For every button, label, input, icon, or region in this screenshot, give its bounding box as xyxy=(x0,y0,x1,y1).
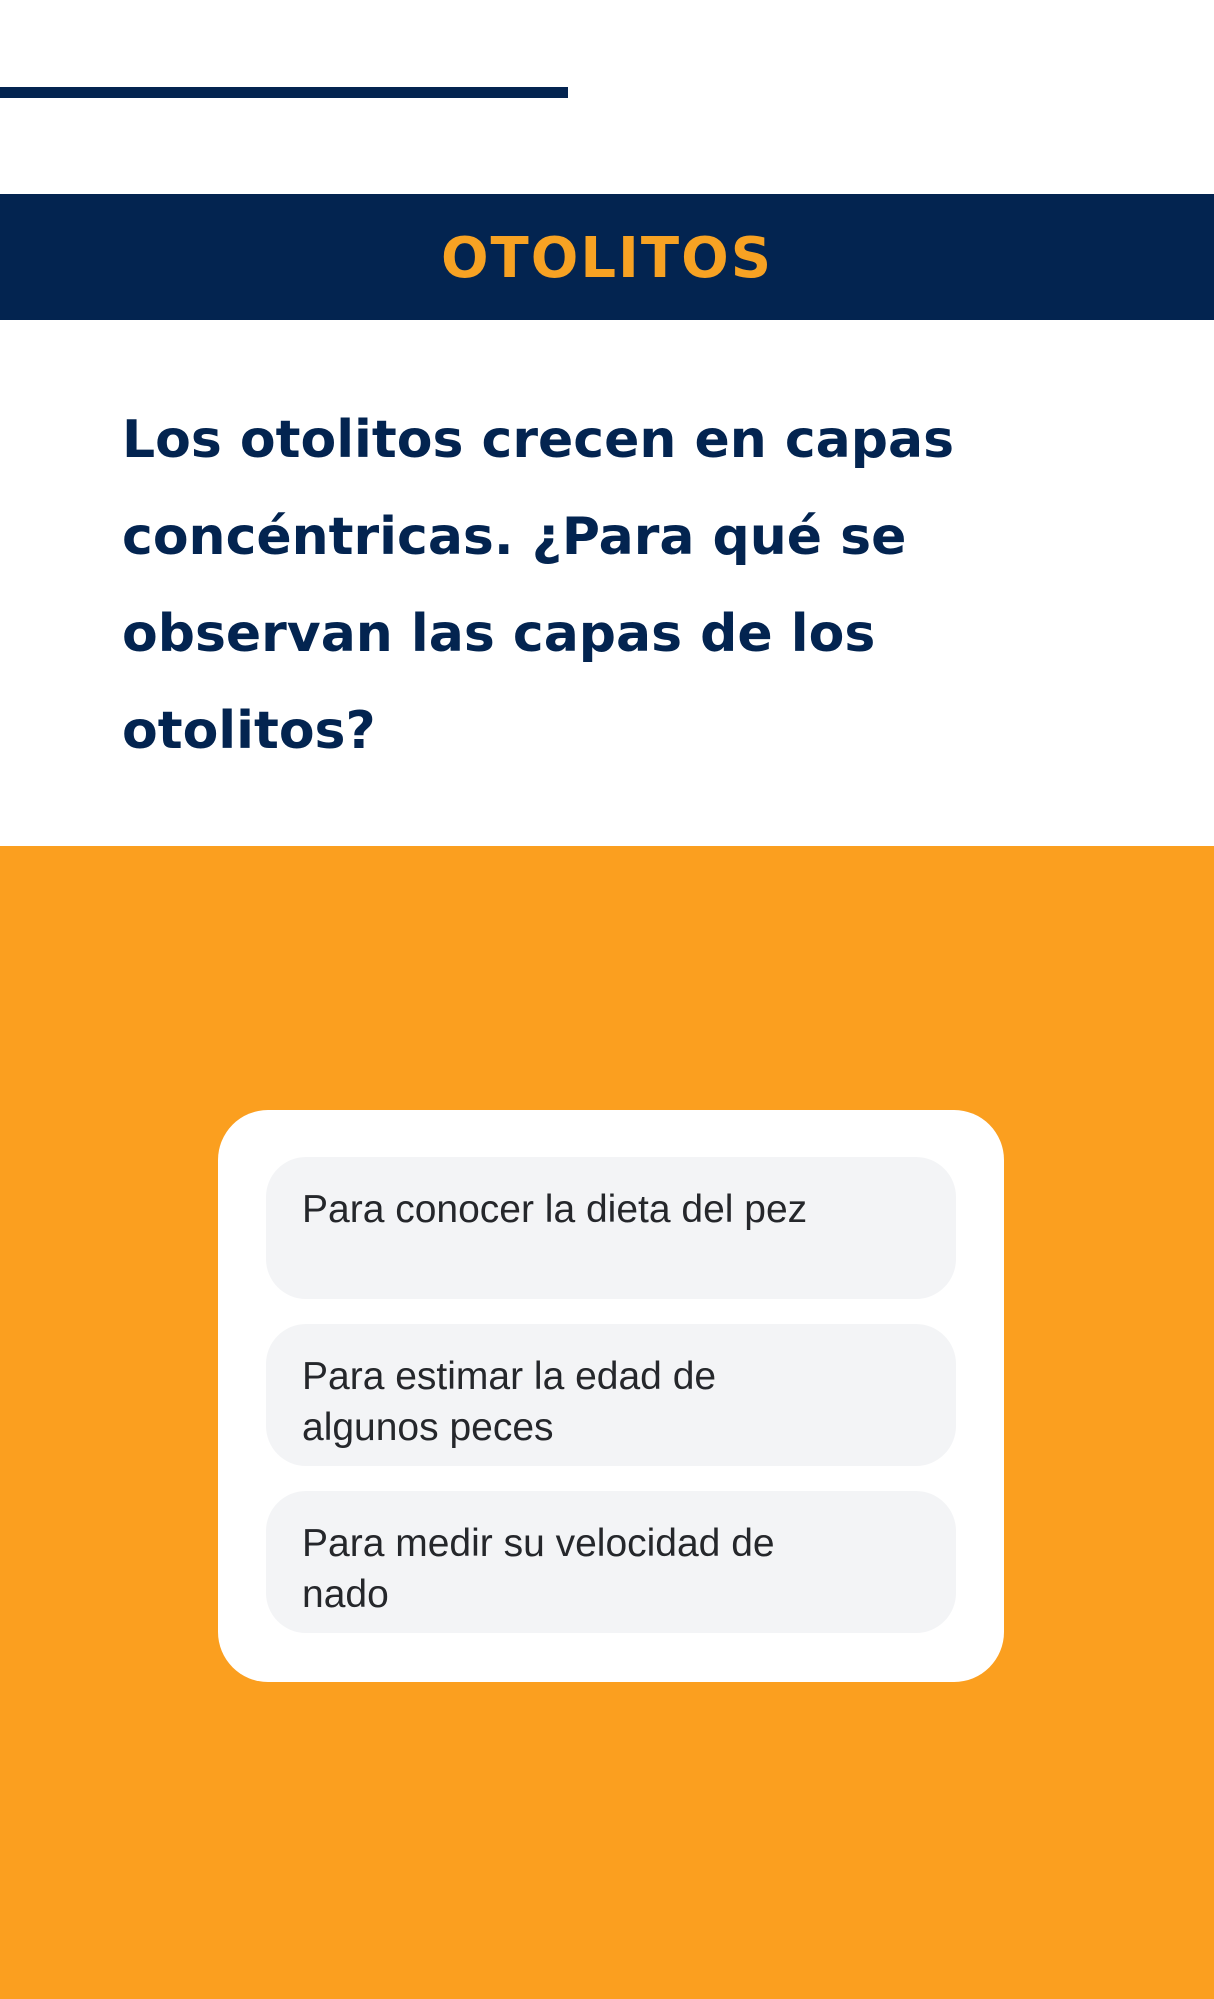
poll-option-2[interactable] xyxy=(266,1324,956,1466)
top-divider-line xyxy=(0,87,568,98)
poll-option-1[interactable] xyxy=(266,1157,956,1299)
poll-sticker xyxy=(218,1110,1004,1682)
poll-option-label: Para conocer la dieta del pez xyxy=(302,1188,808,1231)
title-banner xyxy=(0,194,1214,320)
poll-option-label: Para medir su velocidad de nado xyxy=(302,1522,775,1616)
poll-option-3[interactable] xyxy=(266,1491,956,1633)
poll-option-label: Para estimar la edad de algunos peces xyxy=(302,1355,717,1449)
question-text: Los otolitos crecen en capas concéntricas. ¿Para qué se observan las capas de los otolitos? xyxy=(122,410,955,761)
page-title: OTOLITOS xyxy=(440,226,774,291)
